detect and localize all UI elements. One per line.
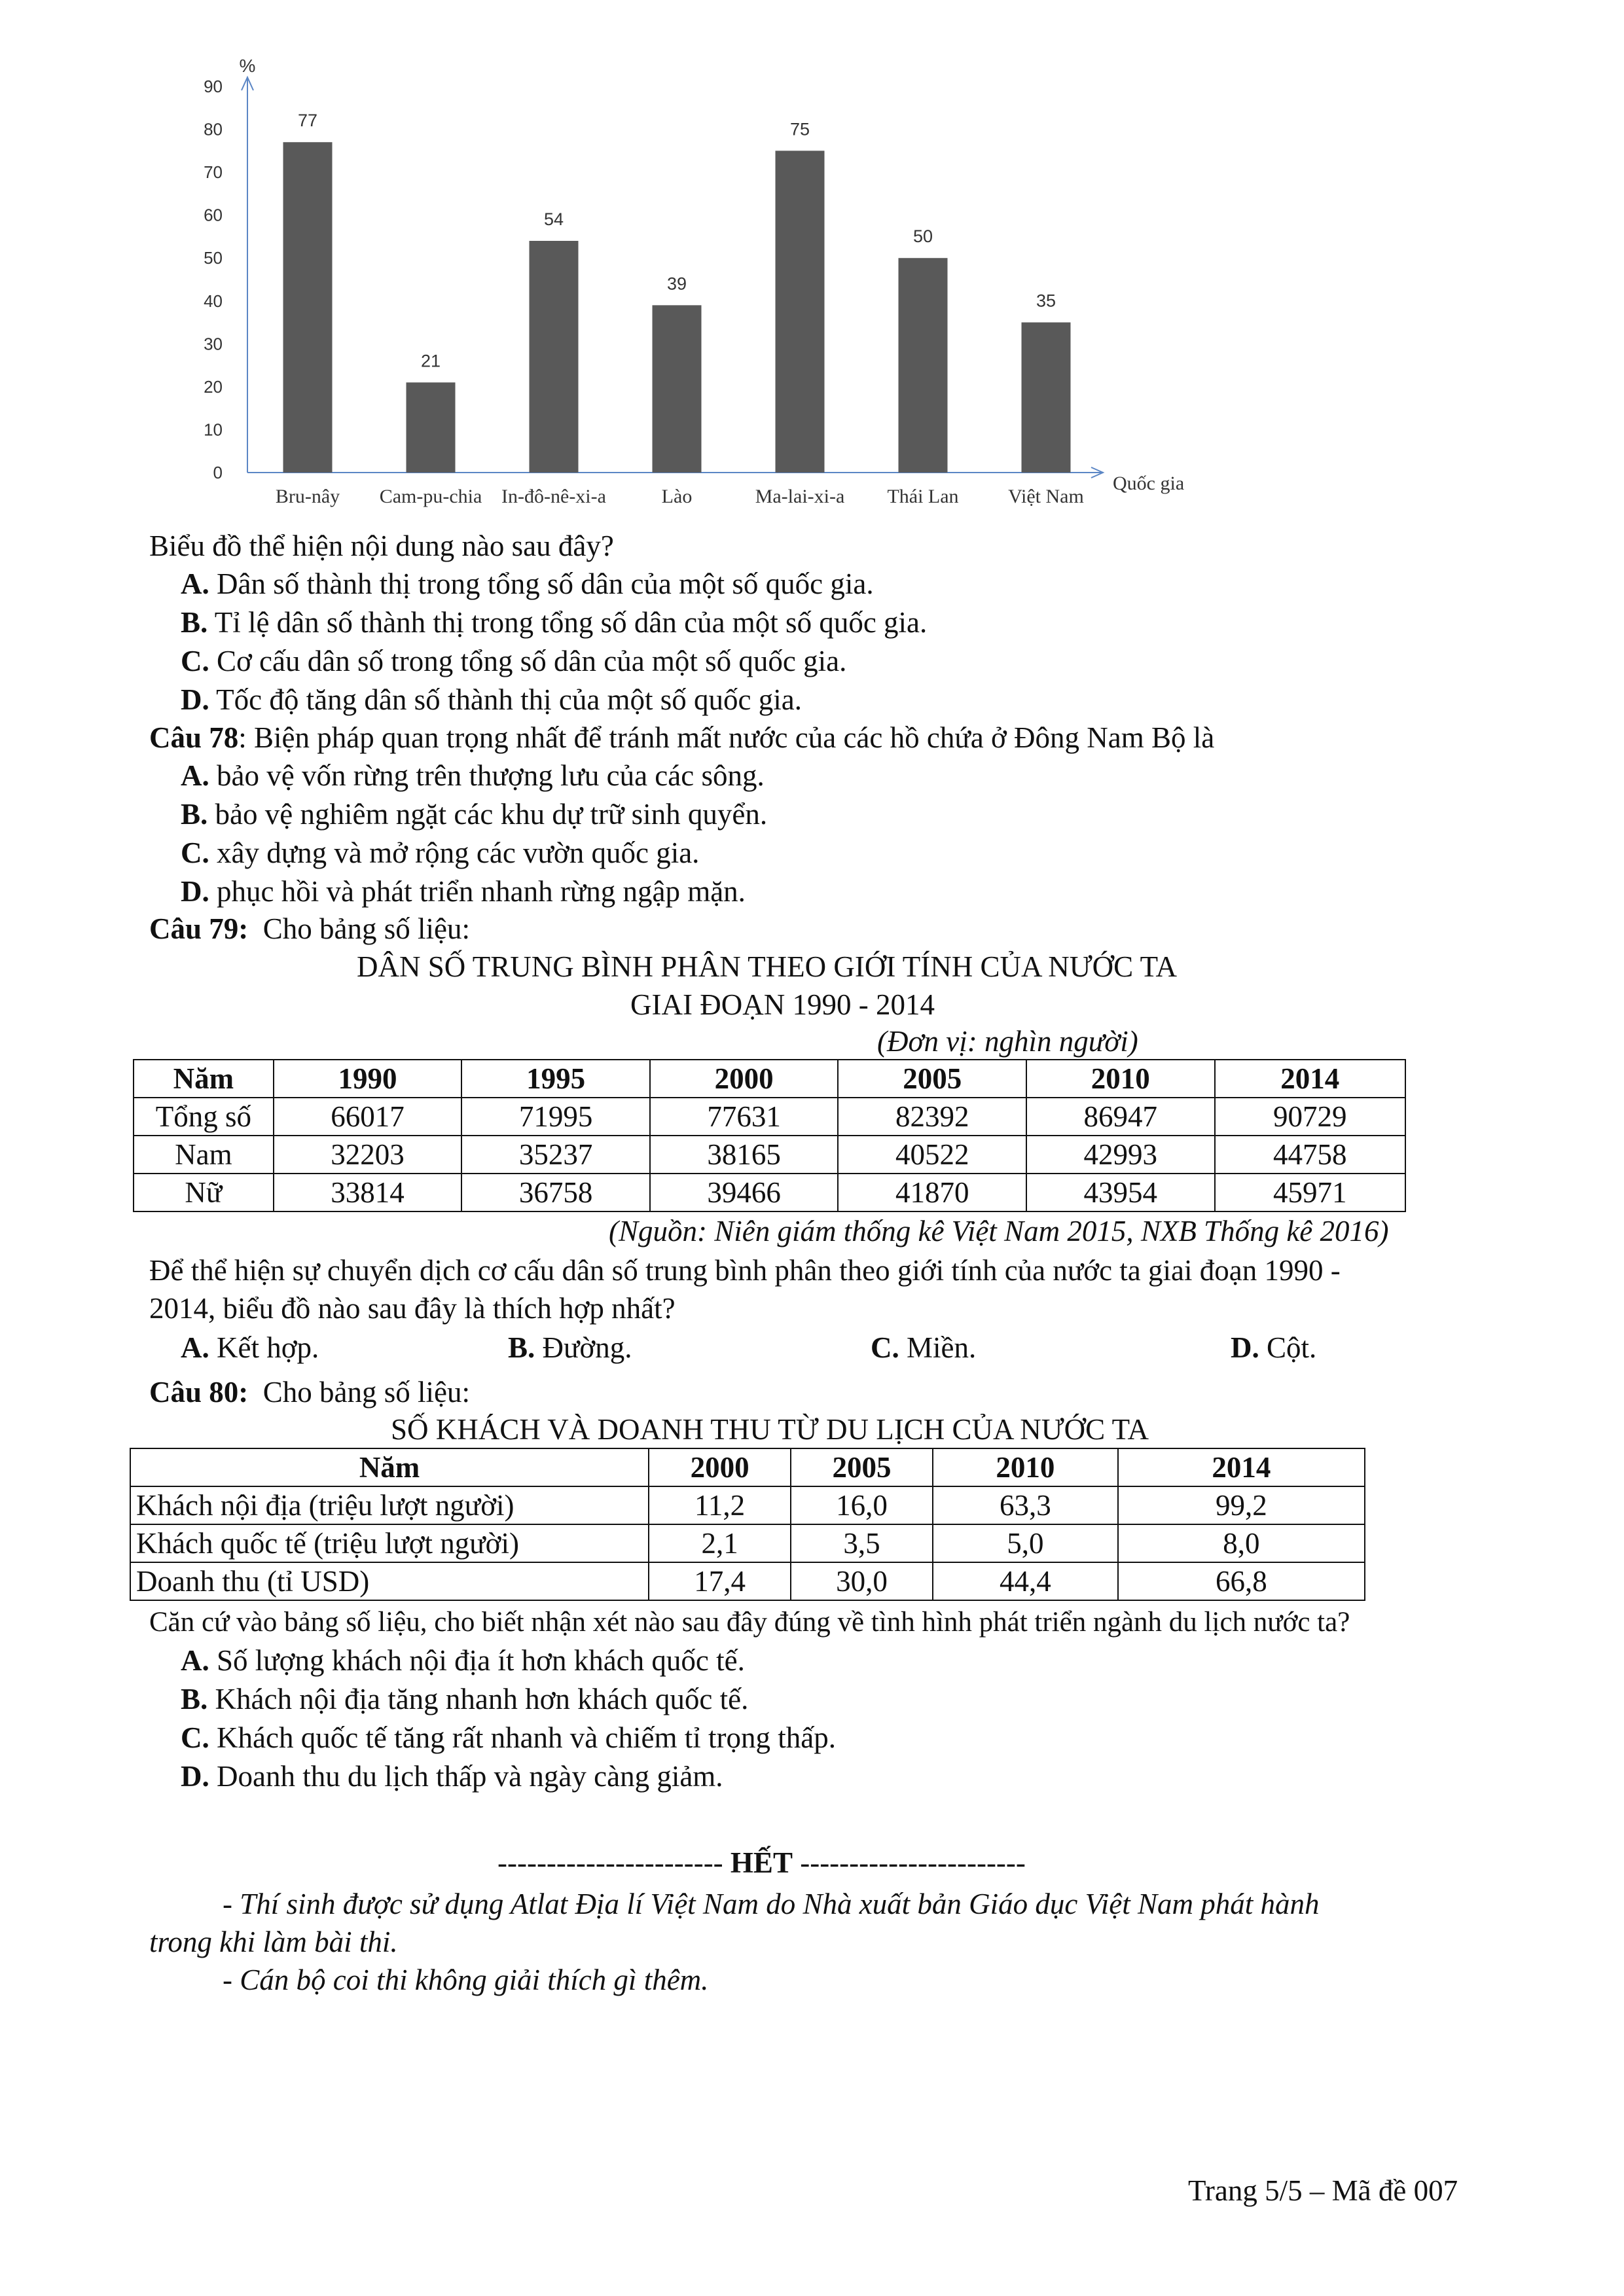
- table-header-cell: 2000: [650, 1060, 839, 1098]
- category-label: Bru-nây: [275, 486, 340, 507]
- table-header-cell: Năm: [134, 1060, 274, 1098]
- y-tick-label: 40: [204, 291, 223, 311]
- q79-stem-line: [149, 910, 470, 948]
- y-axis-unit-label: %: [239, 56, 256, 76]
- option-letter: B.: [181, 1683, 208, 1715]
- q80-table-title: SỐ KHÁCH VÀ DOANH THU TỪ DU LỊCH CỦA NƯỚC TA: [391, 1413, 1149, 1446]
- table-cell: 36758: [461, 1174, 650, 1211]
- table-row: [134, 1174, 1405, 1211]
- bar-value-label: 75: [789, 119, 810, 139]
- bar-value-label: 21: [420, 351, 441, 371]
- note-1b: [149, 1923, 398, 1961]
- category-label: Cam-pu-chia: [379, 486, 482, 507]
- q80-question: Căn cứ vào bảng số liệu, cho biết nhận xét nào sau đây đúng về tình hình phát triển ngành du lịch nước ta?: [149, 1607, 1350, 1638]
- table-header-cell: 2005: [791, 1448, 933, 1486]
- q77-option-b[interactable]: [181, 603, 927, 641]
- table-cell: 77631: [650, 1098, 839, 1136]
- option-text: Khách nội địa tăng nhanh hơn khách quốc tế.: [208, 1683, 749, 1715]
- option-text: Dân số thành thị trong tổng số dân của một số quốc gia.: [209, 567, 874, 600]
- category-label: Ma-lai-xi-a: [755, 486, 845, 507]
- table-cell: 8,0: [1118, 1524, 1365, 1562]
- bar-value-label: 50: [912, 226, 933, 247]
- table-header-cell: 2014: [1118, 1448, 1365, 1486]
- urban-population-bar-chart: [170, 46, 1218, 517]
- option-text: Khách quốc tế tăng rất nhanh và chiếm tỉ trọng thấp.: [209, 1721, 836, 1754]
- table-cell: 38165: [650, 1136, 839, 1174]
- table-cell: 32203: [274, 1136, 462, 1174]
- end-marker: [497, 1844, 1026, 1882]
- note-2-text: - Cán bộ coi thi không giải thích gì thêm.: [223, 1964, 709, 1996]
- bar-value-label: 77: [297, 111, 318, 131]
- option-text: phục hồi và phát triển nhanh rừng ngập mặn.: [209, 875, 746, 908]
- option-letter: A.: [181, 1644, 209, 1677]
- y-tick-label: 70: [204, 162, 223, 183]
- end-dashes-right: -----------------------: [800, 1846, 1026, 1879]
- category-label: Thái Lan: [887, 486, 959, 507]
- q79-option-d[interactable]: [1231, 1329, 1316, 1367]
- q78-option-b[interactable]: [181, 795, 767, 833]
- note-1b-text: trong khi làm bài thi.: [149, 1926, 398, 1958]
- q79-question-1: Để thể hiện sự chuyển dịch cơ cấu dân số trung bình phân theo giới tính của nước ta giai đoạn 1990 -: [149, 1254, 1341, 1287]
- table-cell: 40522: [838, 1136, 1026, 1174]
- q79-option-b[interactable]: [508, 1329, 632, 1367]
- table-cell: 17,4: [649, 1562, 791, 1600]
- y-tick-label: 90: [204, 77, 223, 96]
- table-cell: 30,0: [791, 1562, 933, 1600]
- q80-option-c[interactable]: [181, 1719, 836, 1757]
- option-text: Kết hợp.: [209, 1331, 319, 1364]
- table-row: [130, 1562, 1365, 1600]
- option-text: bảo vệ nghiêm ngặt các khu dự trữ sinh quyển.: [208, 798, 768, 831]
- q79-stem: Cho bảng số liệu:: [262, 912, 470, 945]
- bar-4: [776, 151, 825, 473]
- option-text: Cơ cấu dân số trong tổng số dân của một số quốc gia.: [209, 645, 847, 677]
- q79-option-c[interactable]: [871, 1329, 976, 1367]
- q77-stem: Biểu đồ thể hiện nội dung nào sau đây?: [149, 529, 614, 562]
- option-letter: B.: [181, 606, 208, 639]
- table-row: [134, 1098, 1405, 1136]
- y-tick-label: 0: [213, 463, 223, 482]
- bar-value-label: 35: [1036, 291, 1056, 311]
- option-text: Tỉ lệ dân số thành thị trong tổng số dân của một số quốc gia.: [208, 606, 928, 639]
- note-2: [223, 1961, 708, 1999]
- y-tick-label: 50: [204, 248, 223, 268]
- y-tick-label: 20: [204, 376, 223, 397]
- note-1a: [223, 1885, 1320, 1923]
- option-letter: B.: [181, 798, 208, 831]
- option-letter: C.: [871, 1331, 899, 1364]
- table-row: [130, 1486, 1365, 1524]
- q78-option-c[interactable]: [181, 834, 699, 872]
- y-tick-label: 80: [204, 119, 223, 139]
- table-cell: 45971: [1215, 1174, 1405, 1211]
- option-letter: D.: [1231, 1331, 1259, 1364]
- table-cell: 71995: [461, 1098, 650, 1136]
- table-cell: 43954: [1026, 1174, 1215, 1211]
- option-letter: A.: [181, 567, 209, 600]
- option-text: Đường.: [535, 1331, 632, 1364]
- category-label: In-đô-nê-xi-a: [501, 486, 606, 507]
- y-tick-label: 10: [204, 420, 223, 440]
- table-cell: 90729: [1215, 1098, 1405, 1136]
- category-label: Việt Nam: [1008, 486, 1084, 507]
- option-text: Doanh thu du lịch thấp và ngày càng giảm.: [209, 1760, 723, 1793]
- table-header-cell: 2005: [838, 1060, 1026, 1098]
- table-cell: Nam: [134, 1136, 274, 1174]
- option-letter: C.: [181, 645, 209, 677]
- tourism-table: [130, 1448, 1365, 1601]
- table-row: [134, 1136, 1405, 1174]
- option-letter: A.: [181, 1331, 209, 1364]
- bar-value-label: 54: [543, 209, 564, 229]
- option-letter: D.: [181, 1760, 209, 1793]
- table-cell: 3,5: [791, 1524, 933, 1562]
- y-tick-label: 30: [204, 334, 223, 354]
- table-cell: Tổng số: [134, 1098, 274, 1136]
- page-footer: Trang 5/5 – Mã đề 007: [1188, 2174, 1458, 2207]
- q79-table-title-2: GIAI ĐOẠN 1990 - 2014: [630, 988, 935, 1021]
- q79-label: Câu 79:: [149, 912, 249, 945]
- q80-stem: Cho bảng số liệu:: [262, 1376, 470, 1408]
- table-header-cell: 2014: [1215, 1060, 1405, 1098]
- q80-label: Câu 80:: [149, 1376, 249, 1408]
- table-cell: Khách nội địa (triệu lượt người): [130, 1486, 649, 1524]
- option-text: Tốc độ tăng dân số thành thị của một số quốc gia.: [209, 683, 803, 716]
- option-text: xây dựng và mở rộng các vườn quốc gia.: [209, 836, 700, 869]
- table-cell: 44,4: [933, 1562, 1118, 1600]
- q78-option-a[interactable]: [181, 757, 765, 795]
- q79-source-text: (Nguồn: Niên giám thống kê Việt Nam 2015, NXB Thống kê 2016): [609, 1215, 1389, 1247]
- table-cell: 99,2: [1118, 1486, 1365, 1524]
- table-cell: 86947: [1026, 1098, 1215, 1136]
- q77-option-a[interactable]: [181, 565, 874, 603]
- table-cell: 66017: [274, 1098, 462, 1136]
- option-text: Số lượng khách nội địa ít hơn khách quốc tế.: [209, 1644, 745, 1677]
- table-cell: 35237: [461, 1136, 650, 1174]
- q79-unit: [877, 1022, 1138, 1060]
- x-axis-label: Quốc gia: [1113, 473, 1185, 494]
- table-cell: 82392: [838, 1098, 1026, 1136]
- q78-label: Câu 78: [149, 721, 239, 754]
- bar-value-label: 39: [666, 274, 687, 294]
- note-1a-text: - Thí sinh được sử dụng Atlat Địa lí Việt Nam do Nhà xuất bản Giáo dục Việt Nam phát hành: [223, 1888, 1320, 1920]
- table-cell: 16,0: [791, 1486, 933, 1524]
- q78-stem: : Biện pháp quan trọng nhất để tránh mất nước của các hồ chứa ở Đông Nam Bộ là: [238, 721, 1215, 754]
- bar-6: [1022, 323, 1071, 473]
- table-cell: 66,8: [1118, 1562, 1365, 1600]
- table-header-cell: 2000: [649, 1448, 791, 1486]
- table-header-cell: 1990: [274, 1060, 462, 1098]
- q80-option-a[interactable]: [181, 1641, 745, 1679]
- table-cell: 41870: [838, 1174, 1026, 1211]
- q79-option-a[interactable]: [181, 1329, 319, 1367]
- q79-source: [609, 1212, 1389, 1250]
- option-letter: C.: [181, 1721, 209, 1754]
- population-by-sex-table: [133, 1059, 1406, 1212]
- bar-1: [406, 382, 456, 473]
- bar-3: [653, 305, 702, 473]
- table-header-cell: 2010: [933, 1448, 1118, 1486]
- q78-stem-line: [149, 719, 1214, 757]
- table-cell: 5,0: [933, 1524, 1118, 1562]
- option-text: Cột.: [1259, 1331, 1317, 1364]
- option-text: Miền.: [899, 1331, 977, 1364]
- q80-option-d[interactable]: [181, 1757, 723, 1795]
- q80-stem-line: [149, 1373, 470, 1411]
- bar-5: [899, 258, 948, 473]
- q79-question-2: 2014, biểu đồ nào sau đây là thích hợp nhất?: [149, 1292, 676, 1325]
- table-cell: 2,1: [649, 1524, 791, 1562]
- option-letter: A.: [181, 759, 209, 792]
- table-cell: 33814: [274, 1174, 462, 1211]
- table-header-cell: Năm: [130, 1448, 649, 1486]
- table-header-cell: 1995: [461, 1060, 650, 1098]
- table-cell: Nữ: [134, 1174, 274, 1211]
- table-row: [130, 1524, 1365, 1562]
- table-cell: Khách quốc tế (triệu lượt người): [130, 1524, 649, 1562]
- q80-option-b[interactable]: [181, 1680, 748, 1718]
- table-cell: 39466: [650, 1174, 839, 1211]
- q79-table-title-1: DÂN SỐ TRUNG BÌNH PHÂN THEO GIỚI TÍNH CỦA NƯỚC TA: [357, 950, 1178, 983]
- table-cell: Doanh thu (tỉ USD): [130, 1562, 649, 1600]
- q79-unit-text: (Đơn vị: nghìn người): [877, 1025, 1138, 1058]
- option-letter: D.: [181, 683, 209, 716]
- q77-option-d[interactable]: [181, 681, 802, 719]
- category-label: Lào: [661, 486, 693, 507]
- q77-option-c[interactable]: [181, 642, 846, 680]
- option-text: bảo vệ vốn rừng trên thượng lưu của các sông.: [209, 759, 765, 792]
- bar-2: [530, 241, 579, 473]
- end-word: HẾT: [730, 1846, 793, 1879]
- table-cell: 42993: [1026, 1136, 1215, 1174]
- table-header-cell: 2010: [1026, 1060, 1215, 1098]
- table-cell: 63,3: [933, 1486, 1118, 1524]
- table-cell: 11,2: [649, 1486, 791, 1524]
- q78-option-d[interactable]: [181, 872, 746, 910]
- bar-0: [283, 142, 333, 473]
- table-cell: 44758: [1215, 1136, 1405, 1174]
- y-tick-label: 60: [204, 205, 223, 225]
- end-dashes-left: -----------------------: [497, 1846, 723, 1879]
- option-letter: B.: [508, 1331, 535, 1364]
- option-letter: D.: [181, 875, 209, 908]
- option-letter: C.: [181, 836, 209, 869]
